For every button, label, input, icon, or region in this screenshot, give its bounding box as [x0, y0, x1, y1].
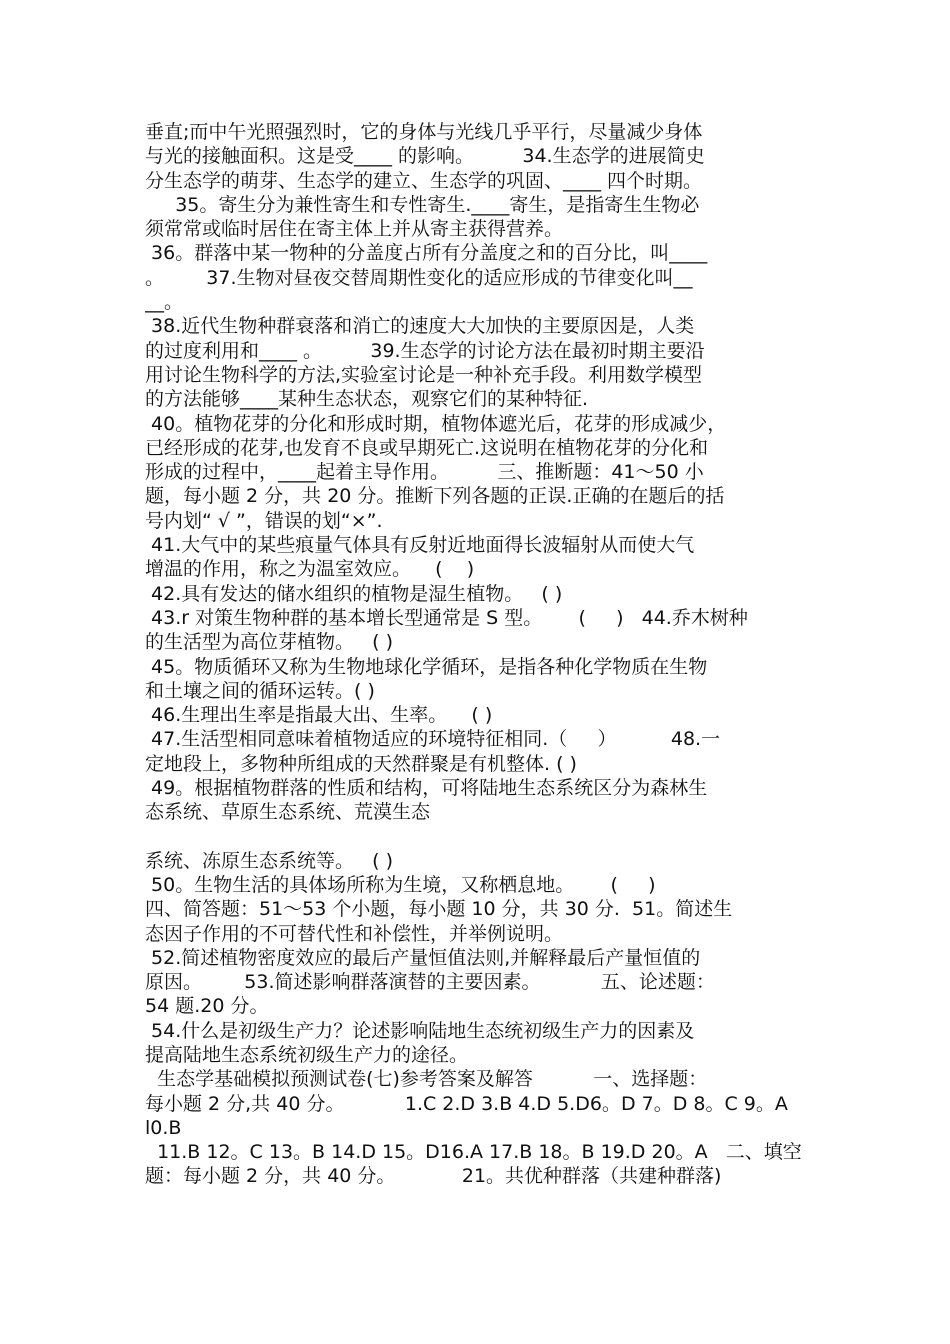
text-line: 41.大气中的某些痕量气体具有反射近地面得长波辐射从而使大气	[145, 534, 695, 557]
text-line: l0.B	[145, 1116, 182, 1139]
text-line: 号内划“ √ ”，错误的划“×”.	[145, 509, 383, 532]
text-line: 题，每小题 2 分，共 20 分。推断下列各题的正误.正确的在题后的括	[145, 485, 725, 508]
text-line: 四、简答题：51～53 个小题，每小题 10 分，共 30 分. 51。简述生	[145, 898, 733, 921]
text-line: 的过度利用和____ 。 39.生态学的讨论方法在最初时期主要沿	[145, 339, 705, 362]
text-line: 的方法能够____某种生态状态，观察它们的某种特征.	[145, 388, 589, 411]
text-line: 35。寄生分为兼性寄生和专性寄生.____寄生，是指寄生生物必	[145, 193, 700, 216]
text-line: 40。植物花芽的分化和形成时期，植物体遮光后，花芽的形成减少，	[145, 412, 727, 435]
text-line: 增温的作用，称之为温室效应。 ( )	[145, 558, 475, 581]
exam-text-body	[145, 120, 815, 1189]
text-line: 形成的过程中，____起着主导作用。 三、推断题：41～50 小	[145, 461, 704, 484]
text-line: 的生活型为高位芽植物。 ( )	[145, 631, 393, 654]
text-line: 11.B 12。C 13。B 14.D 15。D16.A 17.B 18。B 19.D 20。A 二、填空	[145, 1141, 802, 1164]
text-line: 54.什么是初级生产力？论述影响陆地生态统初级生产力的因素及	[145, 1019, 695, 1042]
text-line: 46.生理出生率是指最大出、生率。 ( )	[145, 704, 493, 727]
text-line: 45。物质循环又称为生物地球化学循环，是指各种化学物质在生物	[145, 655, 708, 678]
text-line: __。	[145, 291, 184, 314]
text-line: 提高陆地生态系统初级生产力的途径。	[145, 1043, 469, 1066]
text-line: 。 37.生物对昼夜交替周期性变化的适应形成的节律变化叫__	[145, 266, 693, 289]
text-line: 垂直;而中午光照强烈时，它的身体与光线几乎平行，尽量减少身体	[145, 121, 703, 143]
text-line: 和土壤之间的循环运转。( )	[145, 679, 375, 702]
text-line: 与光的接触面积。这是受____ 的影响。 34.生态学的进展简史	[145, 145, 705, 168]
text-line: 43.r 对策生物种群的基本增长型通常是 S 型。 ( ) 44.乔木树种	[145, 606, 748, 629]
text-line: 38.近代生物种群衰落和消亡的速度大大加快的主要原因是，人类	[145, 315, 695, 338]
text-line: 须常常或临时居住在寄主体上并从寄主获得营养。	[145, 218, 564, 241]
text-line: 54 题.20 分。	[145, 995, 269, 1018]
text-line: 定地段上，多物种所组成的天然群聚是有机整体. ( )	[145, 752, 577, 775]
text-line: 42.具有发达的储水组织的植物是湿生植物。 ( )	[145, 582, 563, 605]
text-line: 47.生活型相同意味着植物适应的环境特征相同.（ ） 48.一	[145, 728, 721, 751]
text-line: 49。根据植物群落的性质和结构，可将陆地生态系统区分为森林生	[145, 777, 708, 800]
text-line: 用讨论生物科学的方法,实验室讨论是一种补充手段。利用数学模型	[145, 363, 703, 386]
text-line: 已经形成的花芽,也发育不良或早期死亡.这说明在植物花芽的分化和	[145, 436, 709, 459]
text-line: 题：每小题 2 分，共 40 分。 21。共优种群落（共建种群落)	[145, 1165, 722, 1188]
text-line: 52.简述植物密度效应的最后产量恒值法则,并解释最后产量恒值的	[145, 946, 701, 969]
text-line: 系统、冻原生态系统等。 ( )	[145, 849, 393, 872]
text-line: 36。群落中某一物种的分盖度占所有分盖度之和的百分比，叫____	[145, 242, 708, 265]
text-line: 态系统、草原生态系统、荒漠生态	[145, 801, 431, 824]
text-line: 生态学基础模拟预测试卷(七)参考答案及解答 一、选择题：	[145, 1068, 708, 1091]
text-line: 态因子作用的不可替代性和补偿性，并举例说明。	[145, 922, 564, 945]
text-line: 每小题 2 分,共 40 分。 1.C 2.D 3.B 4.D 5.D6。D 7。D 8。C 9。A	[145, 1092, 788, 1115]
text-line: 50。生物生活的具体场所称为生境，又称栖息地。 ( )	[145, 873, 656, 896]
text-line: 分生态学的萌芽、生态学的建立、生态学的巩固、____ 四个时期。	[145, 169, 703, 192]
text-line: 原因。 53.简述影响群落演替的主要因素。 五、论述题：	[145, 971, 715, 994]
